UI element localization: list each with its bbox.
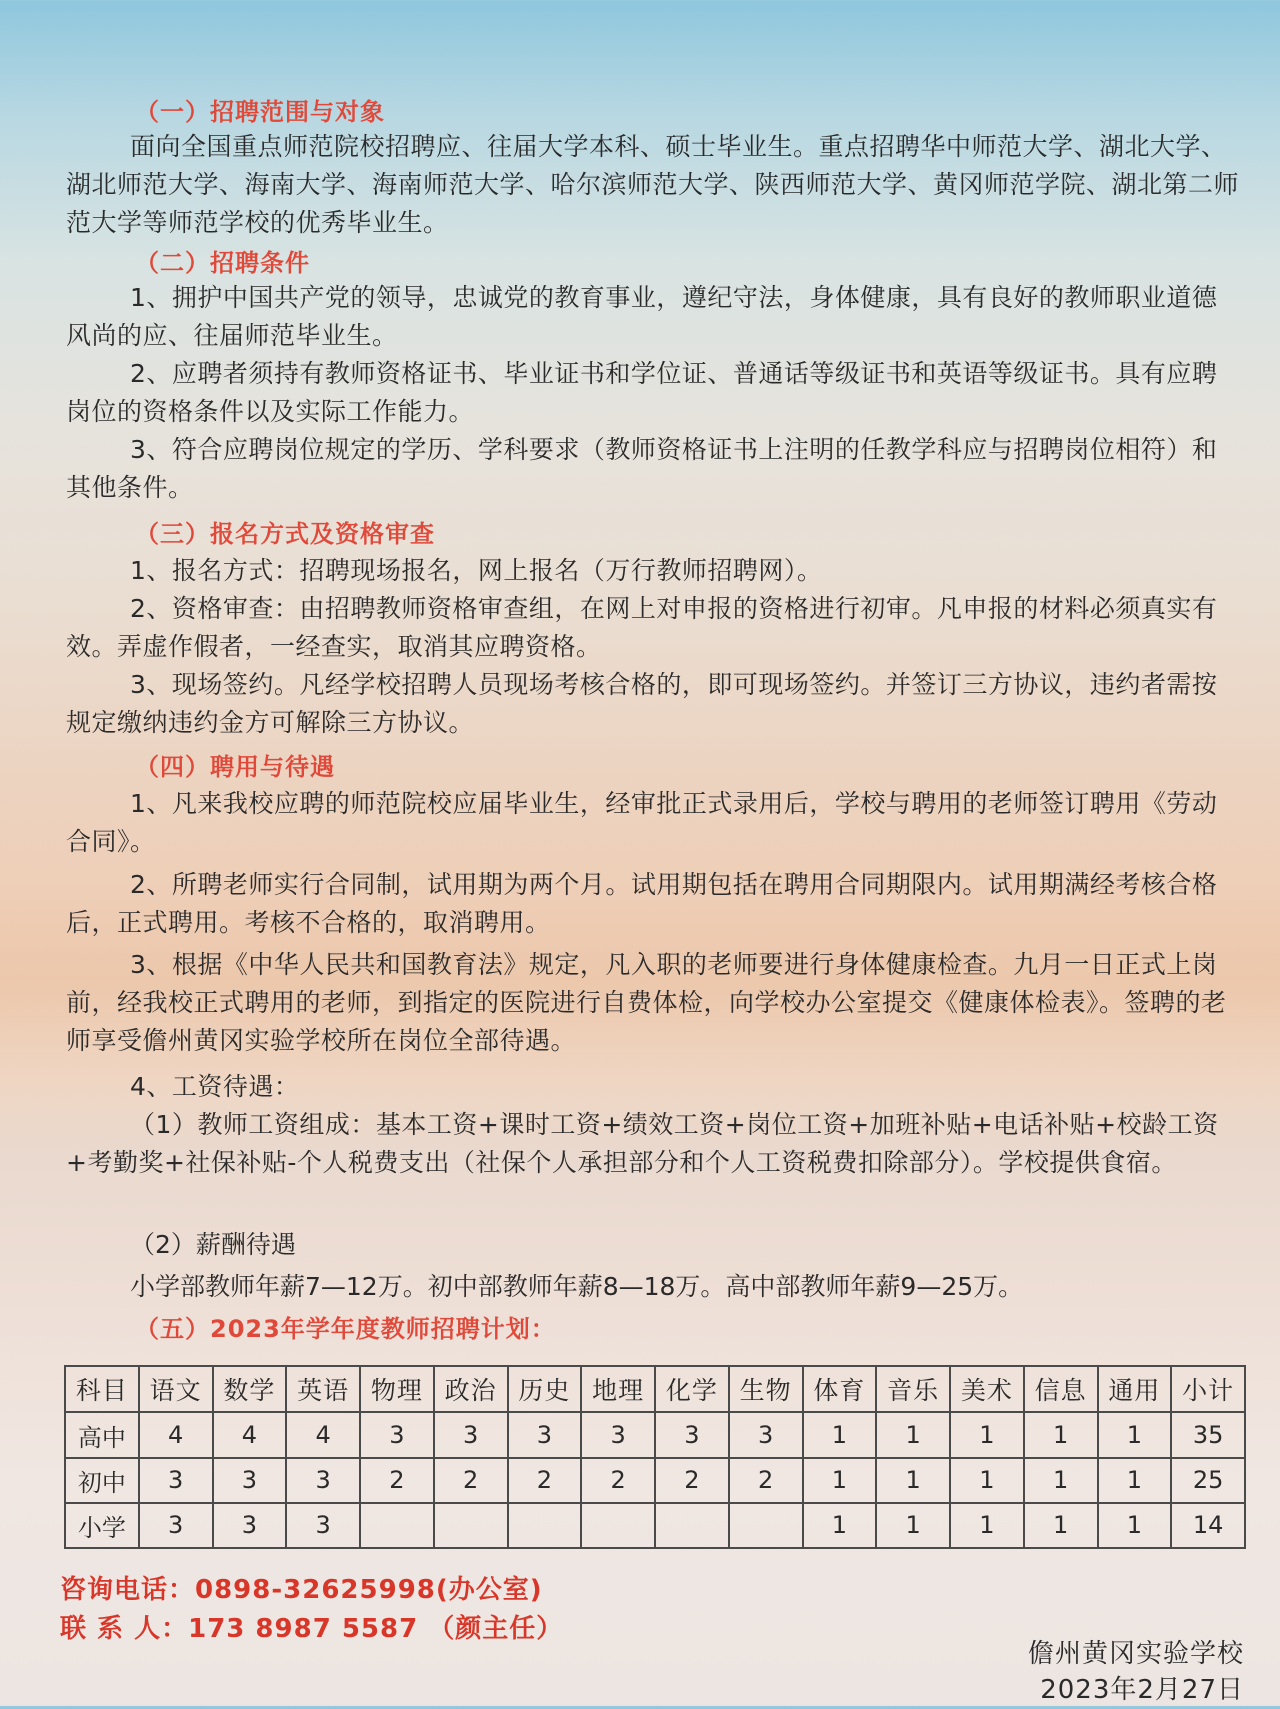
contact-person: 联 系 人：173 8987 5587 （颜主任） — [60, 1614, 564, 1644]
section-4-item-4: 4、工资待遇： — [130, 1072, 300, 1101]
table-cell — [434, 1503, 508, 1548]
section-2-item-3: 3、符合应聘岗位规定的学历、学科要求（教师资格证书上注明的任教学科应与招聘岗位相符）和其他条件。 — [66, 435, 1218, 502]
table-cell: 2 — [434, 1458, 508, 1503]
table-cell: 2 — [360, 1458, 434, 1503]
header-cell: 音乐 — [876, 1366, 950, 1412]
table-cell: 3 — [655, 1412, 729, 1457]
header-cell: 英语 — [286, 1366, 360, 1412]
table-row — [65, 1412, 1245, 1457]
header-cell: 地理 — [581, 1366, 655, 1412]
header-cell: 历史 — [508, 1366, 582, 1412]
school-signature: 儋州黄冈实验学校 — [1027, 1639, 1244, 1669]
header-cell: 物理 — [360, 1366, 434, 1412]
section-4-item-1: 1、凡来我校应聘的师范院校应届毕业生，经审批正式录用后，学校与聘用的老师签订聘用《劳动合同》。 — [66, 789, 1218, 856]
table-cell: 3 — [434, 1412, 508, 1457]
table-cell: 1 — [1098, 1412, 1172, 1457]
header-cell: 小计 — [1171, 1366, 1245, 1412]
header-cell: 通用 — [1098, 1366, 1172, 1412]
header-cell: 数学 — [213, 1366, 287, 1412]
table-cell: 4 — [139, 1412, 213, 1457]
section-4-salary-composition: （1）教师工资组成：基本工资+课时工资+绩效工资+岗位工资+加班补贴+电话补贴+校龄工资+考勤奖+社保补贴-个人税费支出（社保个人承担部分和个人工资税费扣除部分）。学校提供食宿。 — [66, 1110, 1219, 1177]
table-cell — [360, 1503, 434, 1548]
issue-date: 2023年2月27日 — [1040, 1675, 1244, 1705]
table-cell: 3 — [213, 1458, 287, 1503]
table-cell: 1 — [803, 1412, 877, 1457]
table-cell: 2 — [508, 1458, 582, 1503]
section-3-item-1: 1、报名方式：招聘现场报名，网上报名（万行教师招聘网）。 — [130, 556, 823, 585]
table-cell: 1 — [950, 1412, 1024, 1457]
table-cell: 1 — [876, 1412, 950, 1457]
section-3-item-3: 3、现场签约。凡经学校招聘人员现场考核合格的，即可现场签约。并签订三方协议，违约者需按规定缴纳违约金方可解除三方协议。 — [66, 670, 1218, 737]
section-4-item-3: 3、根据《中华人民共和国教育法》规定，凡入职的老师要进行身体健康检查。九月一日正式上岗前，经我校正式聘用的老师，到指定的医院进行自费体检，向学校办公室提交《健康体检表》。签聘的老师享受儋州黄冈实验学校所在岗位全部待遇。 — [66, 950, 1227, 1055]
section-4-title: （四）聘用与待遇 — [135, 753, 335, 781]
table-cell: 1 — [1098, 1503, 1172, 1548]
section-5-title: （五）2023年学年度教师招聘计划： — [135, 1315, 556, 1343]
table-cell: 1 — [803, 1458, 877, 1503]
header-cell: 体育 — [803, 1366, 877, 1412]
table-row — [65, 1458, 1245, 1503]
table-cell — [508, 1503, 582, 1548]
section-2-item-1: 1、拥护中国共产党的领导，忠诚党的教育事业，遵纪守法，身体健康，具有良好的教师职业道德风尚的应、往届师范毕业生。 — [66, 283, 1218, 350]
section-4-pay-heading: （2）薪酬待遇 — [130, 1230, 296, 1259]
table-cell: 3 — [508, 1412, 582, 1457]
table-cell: 3 — [139, 1458, 213, 1503]
recruitment-plan-table — [64, 1365, 1246, 1549]
header-cell: 美术 — [950, 1366, 1024, 1412]
table-header-row — [65, 1366, 1245, 1412]
table-cell: 3 — [213, 1503, 287, 1548]
header-cell: 语文 — [139, 1366, 213, 1412]
row-label-cell: 初中 — [65, 1458, 139, 1503]
table-cell: 2 — [655, 1458, 729, 1503]
section-4-annual-salary: 小学部教师年薪7—12万。初中部教师年薪8—18万。高中部教师年薪9—25万。 — [130, 1272, 1024, 1301]
table-cell: 3 — [286, 1458, 360, 1503]
table-cell: 3 — [139, 1503, 213, 1548]
table-cell: 1 — [1098, 1458, 1172, 1503]
table-cell: 2 — [581, 1458, 655, 1503]
table-cell: 2 — [729, 1458, 803, 1503]
table-cell: 1 — [876, 1503, 950, 1548]
section-2-title: （二）招聘条件 — [135, 249, 310, 277]
table-cell: 1 — [1024, 1412, 1098, 1457]
table-cell: 3 — [286, 1503, 360, 1548]
table-cell: 1 — [876, 1458, 950, 1503]
section-3-item-2: 2、资格审查：由招聘教师资格审查组，在网上对申报的资格进行初审。凡申报的材料必须真实有效。弄虚作假者，一经查实，取消其应聘资格。 — [66, 594, 1218, 661]
table-cell: 1 — [803, 1503, 877, 1548]
header-cell: 信息 — [1024, 1366, 1098, 1412]
header-cell: 政治 — [434, 1366, 508, 1412]
table-cell: 3 — [581, 1412, 655, 1457]
table-cell: 1 — [1024, 1503, 1098, 1548]
contact-phone: 咨询电话：0898-32625998(办公室) — [60, 1575, 543, 1605]
row-label-cell: 小学 — [65, 1503, 139, 1548]
header-cell: 生物 — [729, 1366, 803, 1412]
table-cell: 1 — [1024, 1458, 1098, 1503]
table-cell: 4 — [286, 1412, 360, 1457]
header-cell: 科目 — [65, 1366, 139, 1412]
table-cell: 4 — [213, 1412, 287, 1457]
table-cell — [729, 1503, 803, 1548]
section-2-item-2: 2、应聘者须持有教师资格证书、毕业证书和学位证、普通话等级证书和英语等级证书。具有应聘岗位的资格条件以及实际工作能力。 — [66, 359, 1218, 426]
section-3-title: （三）报名方式及资格审查 — [135, 520, 435, 548]
table-cell: 1 — [950, 1503, 1024, 1548]
table-row — [65, 1503, 1245, 1548]
table-cell — [581, 1503, 655, 1548]
header-cell: 化学 — [655, 1366, 729, 1412]
section-4-item-2: 2、所聘老师实行合同制，试用期为两个月。试用期包括在聘用合同期限内。试用期满经考核合格后，正式聘用。考核不合格的，取消聘用。 — [66, 870, 1218, 937]
table-cell: 3 — [729, 1412, 803, 1457]
subtotal-cell: 35 — [1171, 1412, 1245, 1457]
section-1-title: （一）招聘范围与对象 — [135, 98, 385, 126]
section-1-paragraph: 面向全国重点师范院校招聘应、往届大学本科、硕士毕业生。重点招聘华中师范大学、湖北大学、湖北师范大学、海南大学、海南师范大学、哈尔滨师范大学、陕西师范大学、黄冈师范学院、湖北第二师范大学等师范学校的优秀毕业生。 — [66, 132, 1240, 237]
subtotal-cell: 14 — [1171, 1503, 1245, 1548]
table-cell: 1 — [950, 1458, 1024, 1503]
table-cell — [655, 1503, 729, 1548]
subtotal-cell: 25 — [1171, 1458, 1245, 1503]
table-cell: 3 — [360, 1412, 434, 1457]
row-label-cell: 高中 — [65, 1412, 139, 1457]
